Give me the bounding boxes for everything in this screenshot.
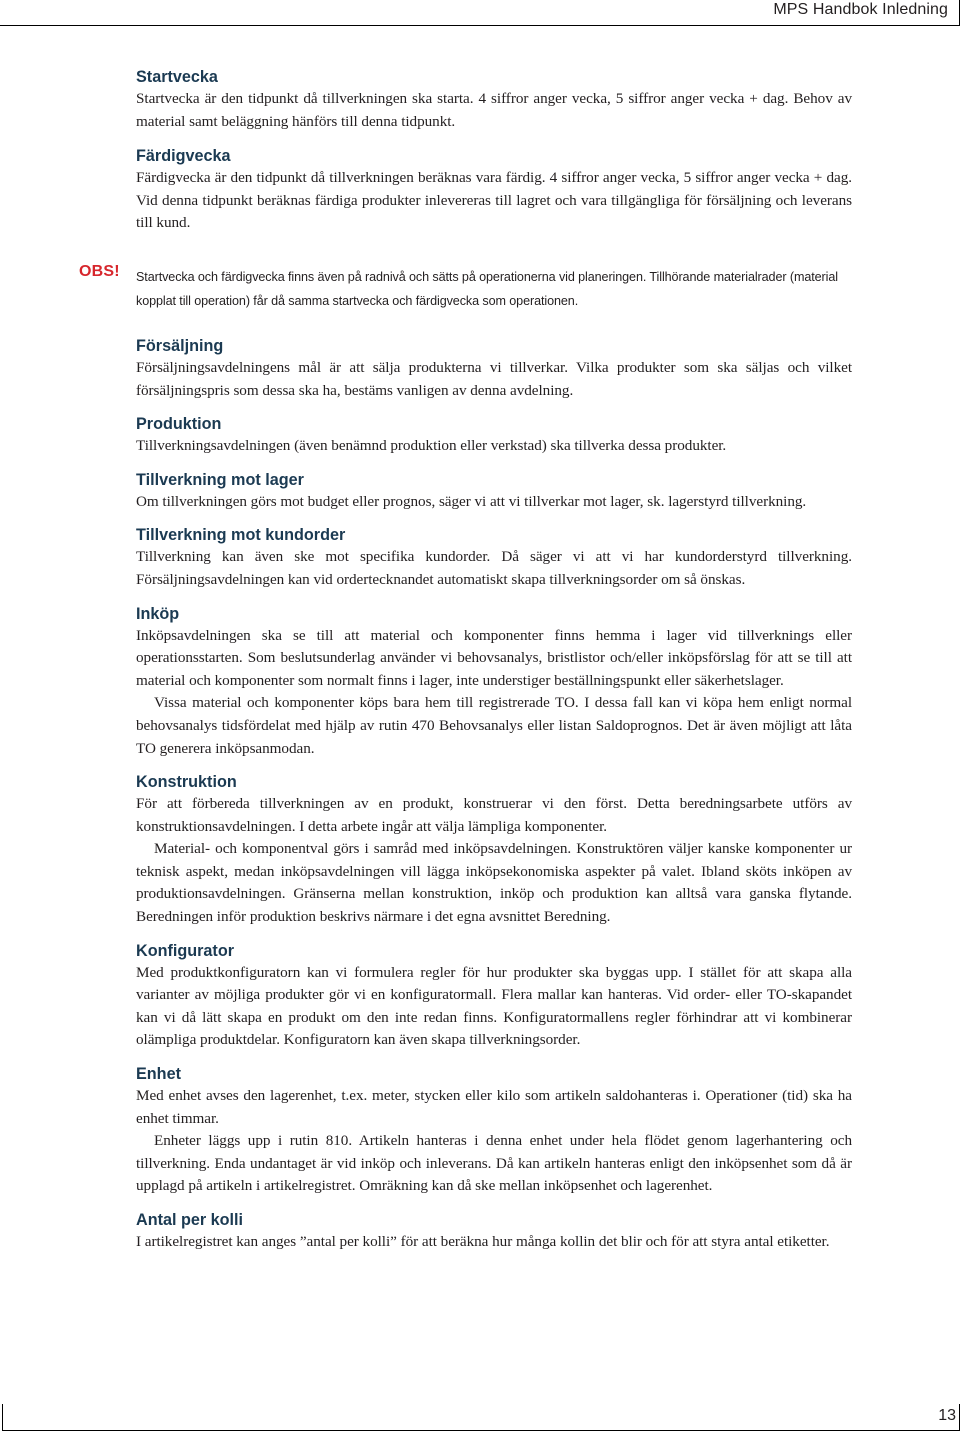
entry-produktion: [136, 413, 852, 458]
definition-paragraph: Tillverkningsavdelningen (även benämnd produktion eller verkstad) ska tillverka dessa produkter.: [136, 437, 727, 455]
definition-paragraph: I artikelregistret kan anges ”antal per kolli” för att beräkna hur många kollin det blir och för att styra antal etiketter.: [136, 1233, 830, 1250]
entry-antal-per-kolli: [136, 1209, 852, 1254]
term-heading: Färdigvecka: [136, 147, 231, 166]
term-heading: Startvecka: [136, 68, 218, 86]
entry-konstruktion: [136, 771, 852, 929]
definition-paragraph: Tillverkning kan även ske mot specifika kundorder. Då säger vi att vi har kundorderstyrd tillverkning. Försäljningsavdelningen kan vid ordertecknandet automatiskt skapa tillverkningsorder om så önskas.: [136, 548, 852, 588]
definition-paragraph: Startvecka är den tidpunkt då tillverkningen ska starta. 4 siffror anger vecka, 5 siffror anger vecka + dag. Behov av material samt beläggning hänförs till denna tidpunkt.: [136, 90, 852, 130]
term-heading: Konfigurator: [136, 941, 235, 960]
definition-paragraph: Färdigvecka är den tidpunkt då tillverkningen beräknas vara färdig. 4 siffror anger vecka, 5 siffror anger vecka + dag. Vid denna tidpunkt beräknas färdiga produkter inlevereras till lagret och vara tillgängliga för försäljning och leverans till kund.: [136, 169, 852, 232]
term-heading: Tillverkning mot kundorder: [136, 526, 346, 545]
entry-tillverkning-mot-kundorder: [136, 524, 852, 591]
term-heading: Inköp: [136, 604, 180, 623]
definition-paragraph: Med enhet avses den lagerenhet, t.ex. meter, stycken eller kilo som artikeln saldohanteras i. Operationer (tid) ska ha enhet timmar.: [136, 1087, 852, 1127]
obs-label: OBS!: [79, 262, 120, 280]
obs-text: Startvecka och färdigvecka finns även på radnivå och sätts på operationerna vid planeringen. Tillhörande materialrader (material kopplat till operation) får då samma startvecka och färdigvecka som operationen.: [136, 269, 838, 308]
entry-konfigurator: [136, 940, 852, 1052]
term-heading: Enhet: [136, 1065, 181, 1084]
entry-forsaljning: [136, 335, 852, 402]
entry-tillverkning-mot-lager: [136, 469, 852, 514]
page-number: 13: [938, 1407, 956, 1424]
definition-paragraph: Om tillverkningen görs mot budget eller prognos, säger vi att vi tillverkar mot lager, sk. lagerstyrd tillverkning.: [136, 492, 807, 510]
obs-note: [79, 262, 852, 313]
entry-fardigvecka: [136, 145, 852, 235]
term-heading: Försäljning: [136, 336, 224, 355]
term-heading: Antal per kolli: [136, 1211, 244, 1229]
definition-paragraph: Material- och komponentval görs i samråd med inköpsavdelningen. Konstruktören väljer kanske komponenter ur teknisk aspekt, medan inköpsavdelningen vill lägga inköpsekonomiska aspekter på valet. Ibland sköts inköpen av produktionsavdelningen. Gränserna mellan konstruktion, inköp och produktion kan alltså vara ganska flytande. Beredningen inför produktion beskrivs närmare i det egna avsnittet Beredning.: [136, 840, 852, 926]
definition-paragraph: Enheter läggs upp i rutin 810. Artikeln hanteras i denna enhet under hela flödet genom lagerhantering och tillverkning. Enda undantaget är vid inköp och inleverans. Då kan artikeln hanteras enligt den inköpsenhet som då är upplagd på artikeln i artikelregistret. Omräkning kan då ske mellan inköpsenhet och lagerenhet.: [136, 1132, 852, 1195]
entry-enhet: [136, 1063, 852, 1198]
term-heading: Produktion: [136, 415, 222, 434]
document-body: [79, 66, 852, 1254]
term-heading: Konstruktion: [136, 773, 237, 792]
definition-paragraph: Med produktkonfiguratorn kan vi formulera regler för hur produkter ska byggas upp. I stället för att skapa alla varianter av möjliga produkter gör vi en konfiguratormall. Flera mallar kan hanteras. Vid order- eller TO-skapandet kan vi då lätt skapa en produkt om den inte redan finns. Konfiguratormallens regler förhindrar att vi kombinerar olämpliga produktdelar. Konfiguratorn kan även skapa tillverkningsorder.: [136, 963, 852, 1049]
entry-inkop: [136, 603, 852, 761]
definition-paragraph: För att förbereda tillverkningen av en produkt, konstruerar vi den först. Detta beredningsarbete utförs av konstruktionsavdelningen. I detta arbete ingår att välja lämpliga komponenter.: [136, 795, 852, 835]
definition-paragraph: Inköpsavdelningen ska se till att material och komponenter finns hemma i lager vid tillverknings eller operationsstarten. Som beslutsunderlag använder vi behovsanalys, bristlistor och/eller inköpsförslag för att se till att material och komponenter som normalt finns i lager, inte understiger beställningspunkt eller säkerhetslager.: [136, 626, 852, 689]
definition-paragraph: Vissa material och komponenter köps bara hem till registrerade TO. I dessa fall kan vi köpa hem enligt normal behovsanalys tidsfördelat med hjälp av rutin 470 Behovsanalys eller listan Saldoprognos. Det är även möjligt att låta TO generera inköpsanmodan.: [136, 694, 852, 757]
running-title: MPS Handbok Inledning: [773, 1, 948, 18]
term-heading: Tillverkning mot lager: [136, 470, 304, 489]
definition-paragraph: Försäljningsavdelningens mål är att sälja produkterna vi tillverkar. Vilka produkter som ska säljas och vilket försäljningspris som dessa ska ha, bestäms vanligen av denna avdelning.: [136, 358, 852, 399]
entry-startvecka: [136, 66, 852, 133]
footer-divider-left: [2, 1404, 3, 1431]
